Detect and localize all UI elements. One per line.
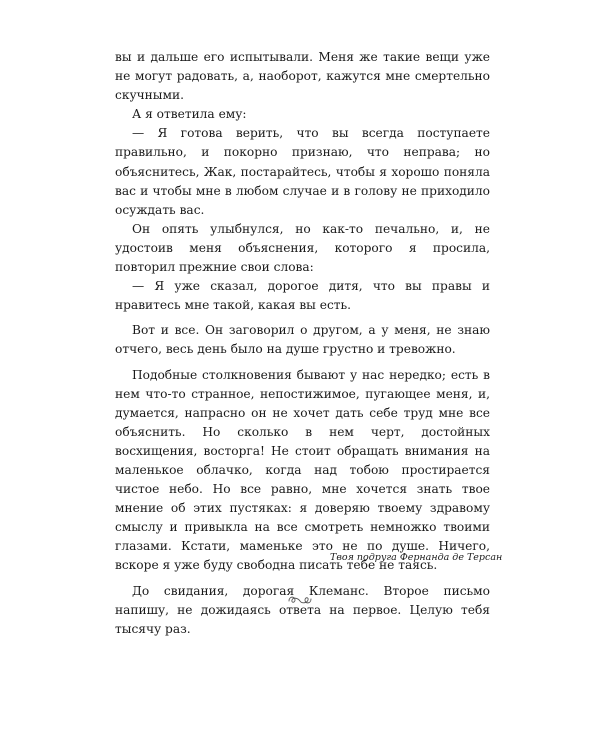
paragraph-6: Вот и все. Он заговорил о другом, а у меня, не знаю отчего, весь день было на душе грустно и тревожно. (115, 323, 490, 357)
flourish-ornament-icon (286, 593, 314, 607)
paragraph-3: — Я готова верить, что вы всегда поступаете правильно, и покорно признаю, что неправа; но объяснитесь, Жак, постарайтесь, чтобы я хорошо поняла вас и чтобы мне в любом случае и в голову не приходило осуждать вас. (115, 126, 490, 217)
letter-body (115, 48, 490, 639)
paragraph-8: До свидания, дорогая Клеманс. Второе письмо напишу, не дожидаясь ответа на первое. Целую тебя тысячу раз. (115, 583, 490, 636)
paragraph-1: вы и дальше его испытывали. Меня же такие вещи уже не могут радовать, а, наоборот, кажутся мне смертельно скучными. (115, 50, 490, 103)
paragraph-5: — Я уже сказал, дорогое дитя, что вы правы и нравитесь мне такой, какая вы есть. (115, 279, 490, 313)
paragraph-2: А я ответила ему: (132, 107, 247, 122)
signature: Твоя подруга Фернанда де Терсан (330, 552, 503, 563)
paragraph-7: Подобные столкновения бывают у нас нередко; есть в нем что-то странное, непостижимое, пугающее меня, и, думается, напрасно он не хочет дать себе труд мне все объяснить. Но сколько в нем черт, достойных восхищения, восторга! Не стоит обращать внимания на маленькое облачко, когда над тобою простирается чистое небо. Но все равно, мне хочется знать твое мнение об этих пустяках: я доверяю твоему здравому смыслу и привыкла на все смотреть немножко твоими глазами. Кстати, маменьке это не по душе. Ничего, вскоре я уже буду свободна писать тебе не таясь. (115, 367, 490, 573)
paragraph-4: Он опять улыбнулся, но как-то печально, и, не удостоив меня объяснения, которого я просила, повторил прежние свои слова: (115, 221, 490, 275)
